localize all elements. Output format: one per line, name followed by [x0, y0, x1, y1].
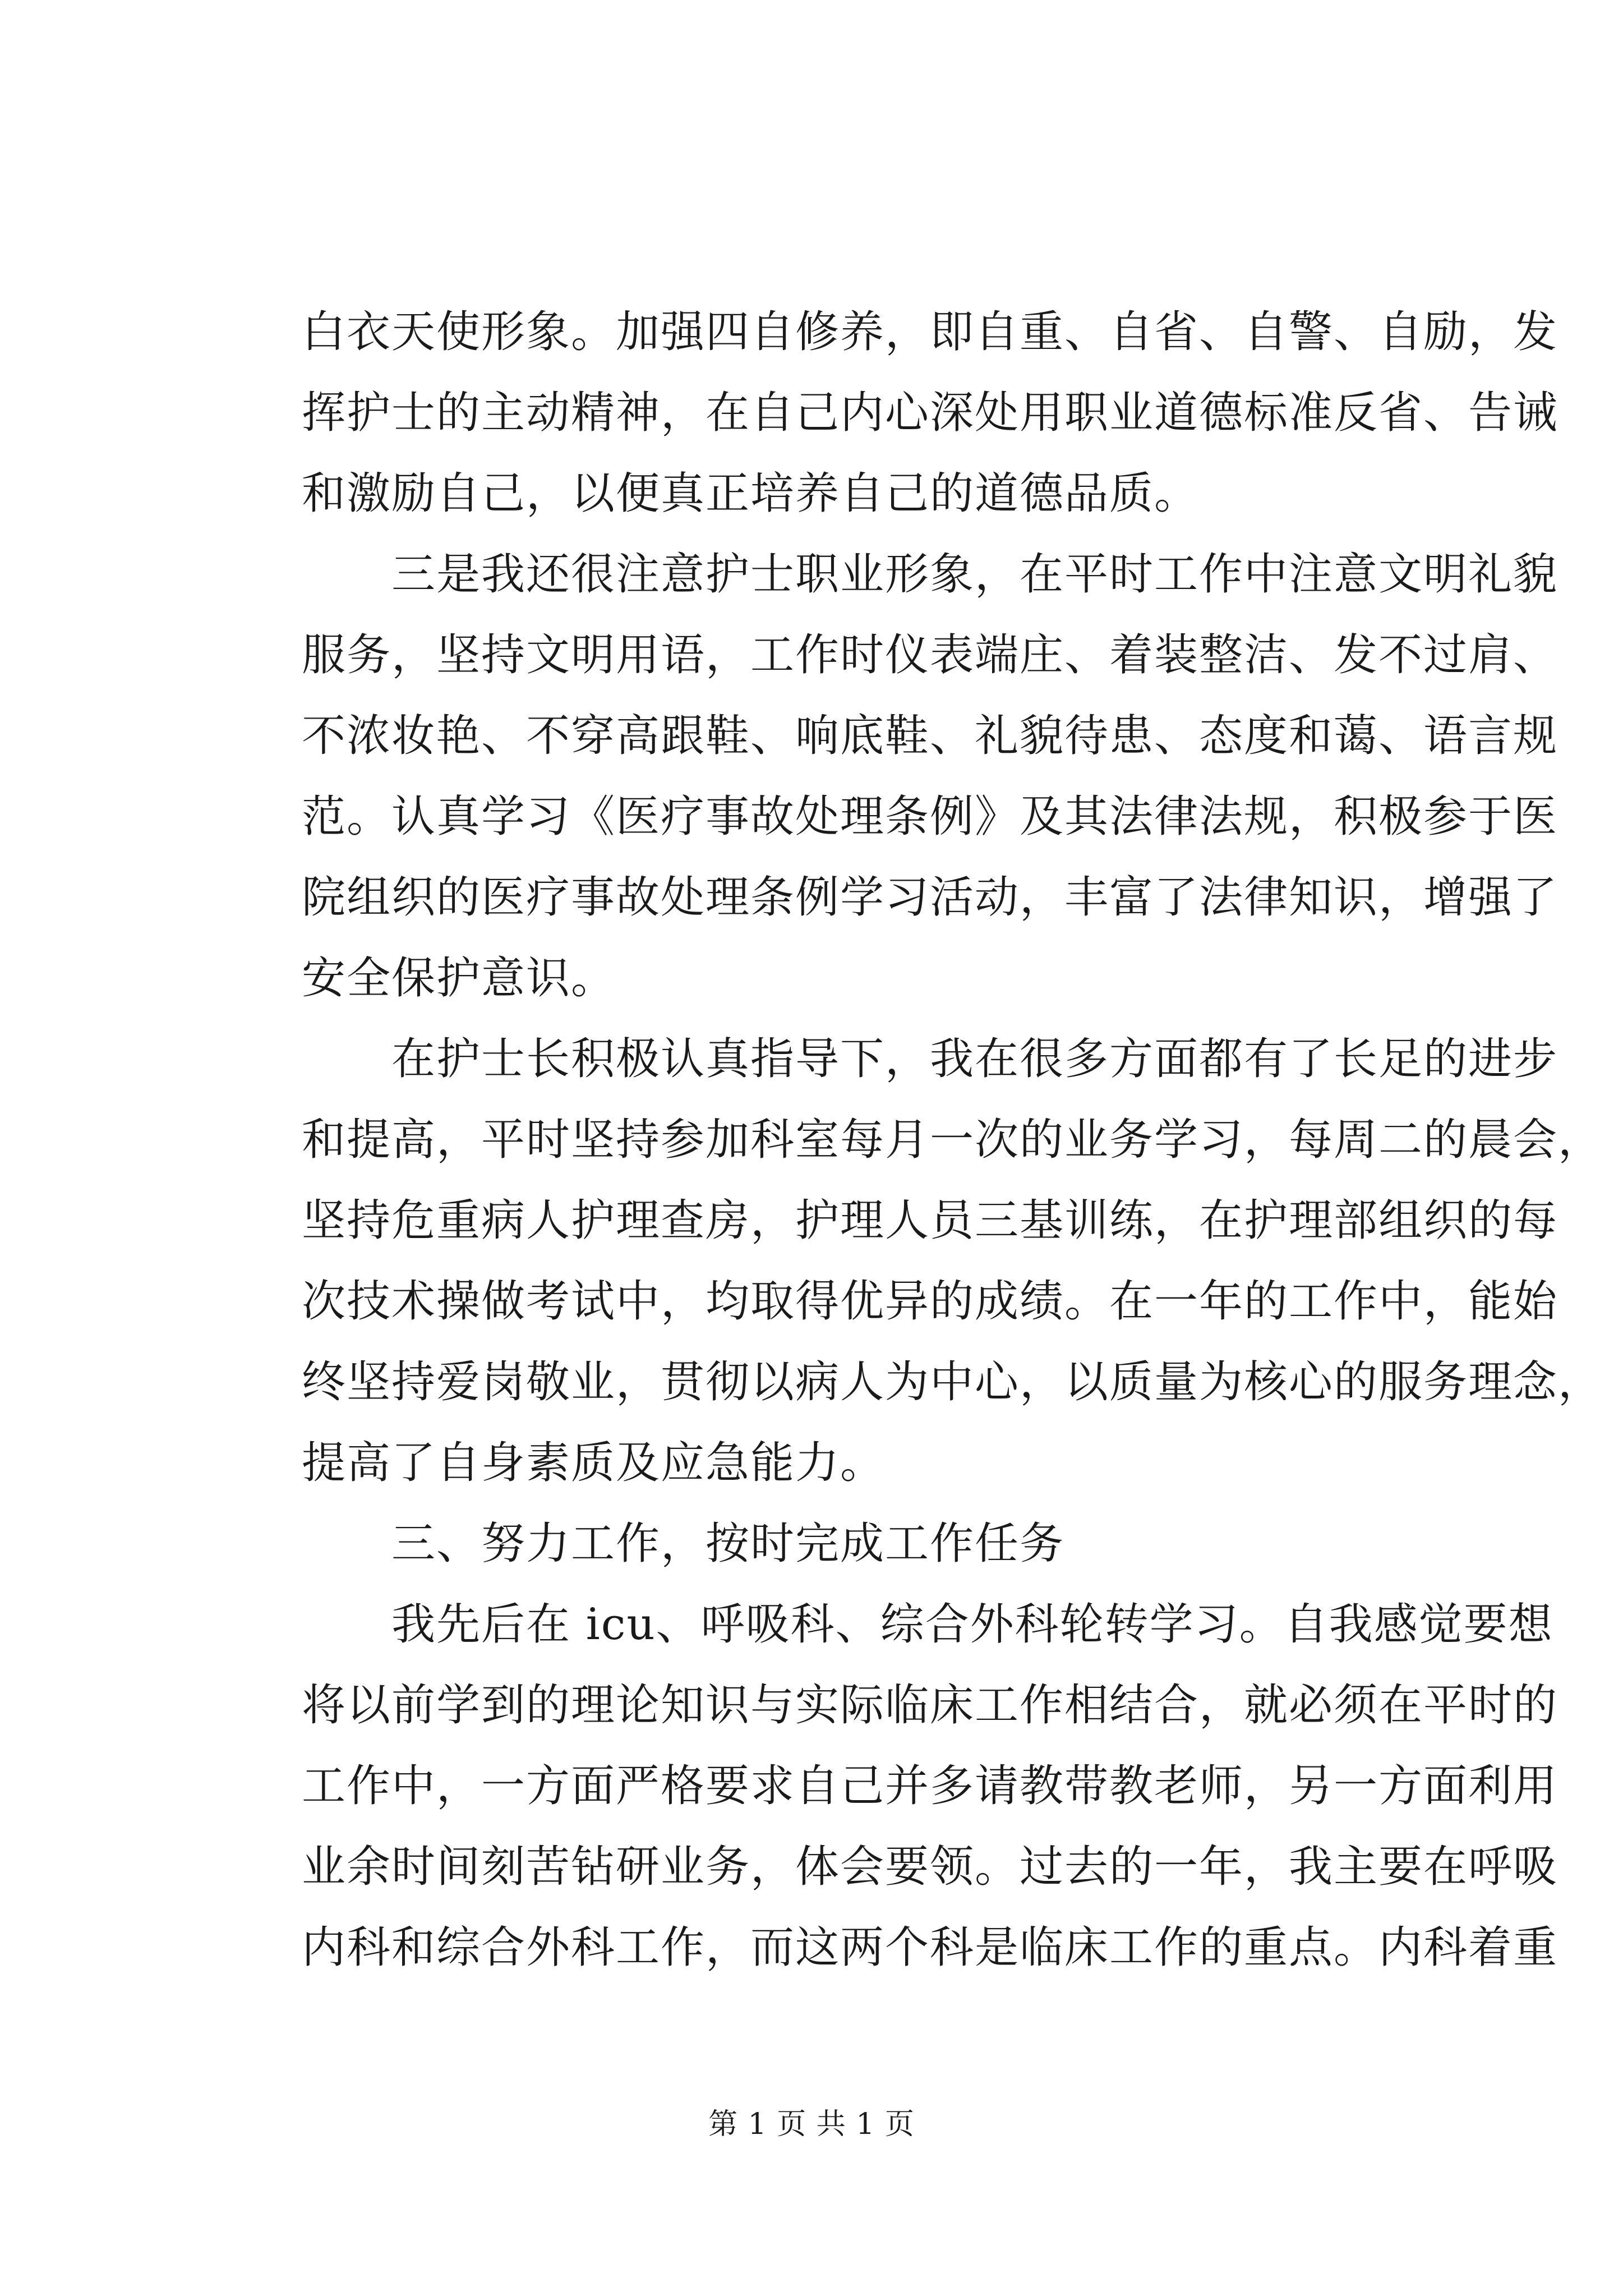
document-body [302, 292, 1603, 1988]
text-line: 业余时间刻苦钻研业务，体会要领。过去的一年，我主要在呼吸 [302, 1842, 1559, 1892]
text-line: 提高了自身素质及应急能力。 [302, 1438, 886, 1488]
text-line: 次技术操做考试中，均取得优异的成绩。在一年的工作中，能始 [302, 1276, 1559, 1327]
text-line: 在护士长积极认真指导下，我在很多方面都有了长足的进步 [302, 1034, 1559, 1084]
text-line: 范。认真学习《医疗事故处理条例》及其法律法规，积极参于医 [302, 792, 1559, 842]
section-heading: 三、努力工作，按时完成工作任务 [302, 1519, 1065, 1569]
text-line: 内科和综合外科工作，而这两个科是临床工作的重点。内科着重 [302, 1922, 1559, 1973]
text-line: 坚持危重病人护理查房，护理人员三基训练，在护理部组织的每 [302, 1195, 1559, 1246]
text-line: 将以前学到的理论知识与实际临床工作相结合，就必须在平时的 [302, 1680, 1559, 1731]
text-line: 工作中，一方面严格要求自己并多请教带教老师，另一方面利用 [302, 1761, 1559, 1811]
text-line: 白衣天使形象。加强四自修养，即自重、自省、自警、自励，发 [302, 307, 1559, 357]
text-line: 和提高，平时坚持参加科室每月一次的业务学习，每周二的晨会， [302, 1115, 1603, 1165]
text-line: 院组织的医疗事故处理条例学习活动，丰富了法律知识，增强了 [302, 872, 1559, 923]
text-line: 和激励自己，以便真正培养自己的道德品质。 [302, 468, 1200, 519]
text-line: 安全保护意识。 [302, 953, 616, 1004]
text-line: 终坚持爱岗敬业，贯彻以病人为中心，以质量为核心的服务理念， [302, 1357, 1603, 1407]
text-line: 不浓妆艳、不穿高跟鞋、响底鞋、礼貌待患、态度和蔼、语言规 [302, 711, 1559, 761]
page-number-label: 第 1 页 共 1 页 [708, 2108, 915, 2141]
text-line: 三是我还很注意护士职业形象，在平时工作中注意文明礼貌 [302, 549, 1559, 600]
text-line: 我先后在 icu、呼吸科、综合外科轮转学习。自我感觉要想 [302, 1599, 1553, 1650]
text-line: 挥护士的主动精神，在自己内心深处用职业道德标准反省、告诫 [302, 388, 1559, 438]
page-footer [0, 2105, 1623, 2144]
text-line: 服务，坚持文明用语，工作时仪表端庄、着装整洁、发不过肩、 [302, 630, 1559, 680]
